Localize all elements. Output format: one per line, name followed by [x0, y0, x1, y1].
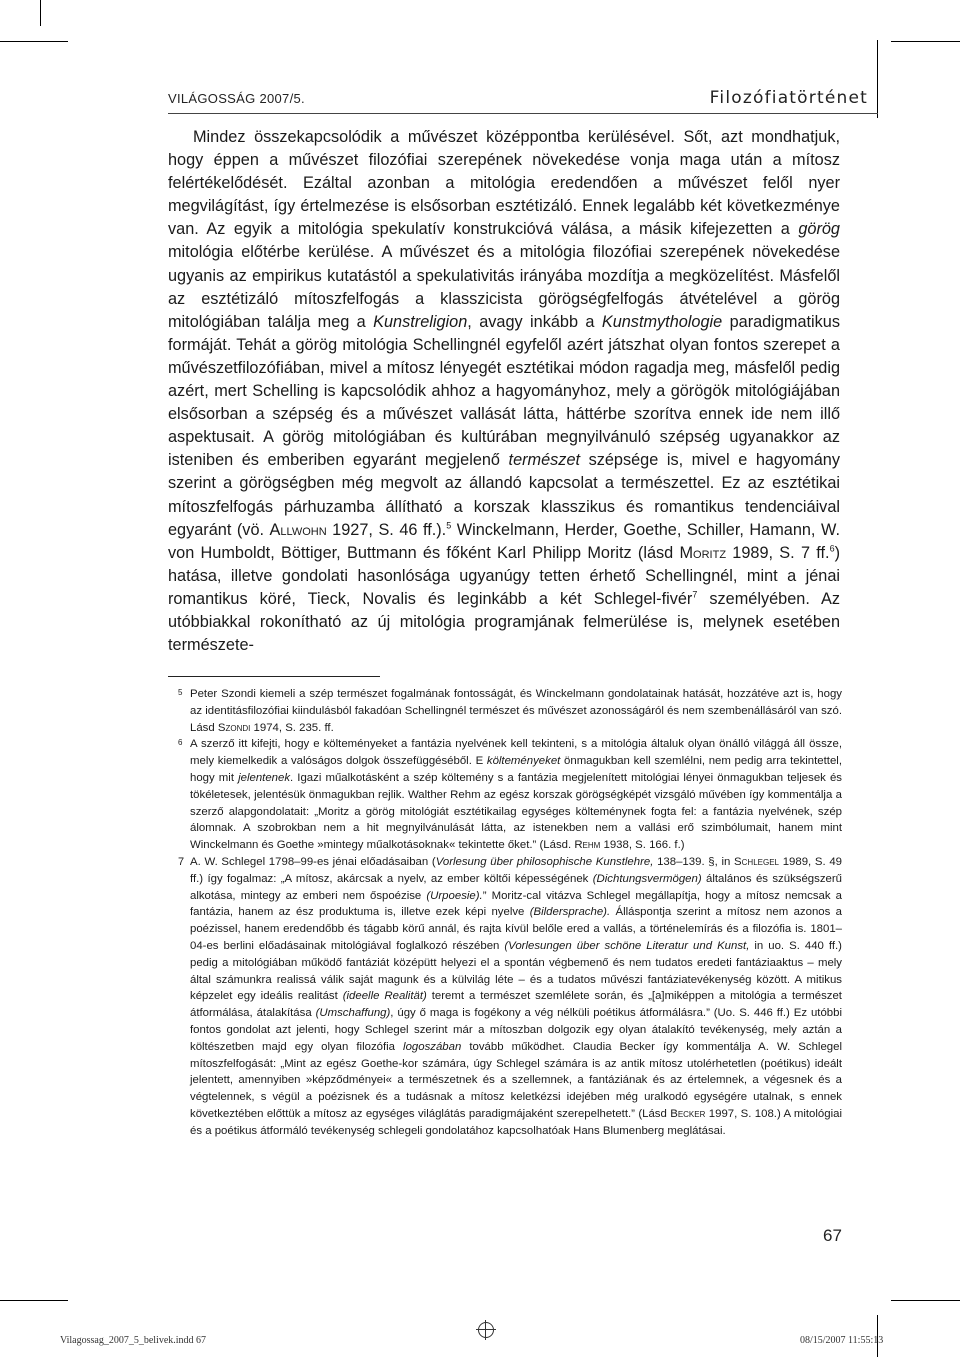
crop-mark: [891, 1300, 960, 1301]
author-citation: Szondi: [217, 721, 251, 734]
text-run: . Igazi műalkotásként a szép költemény s a fantázia megjelenített mitológiai lényei önmagukban teljesek és tökéletesek, jelentésük önmagukban rejlik. Walther Rehm az egész korszak görögségképét vizsgáló művében így kommentálja a szerző alapgondolatait: „Moritz a görög mitológiát esztétikailag egységes költeménynek fogta fel: a fantázia nyelvének, szép álomnak. A szobrokban nem a hit megnyilvánulását látta, az istenekben nem a vallási erő szimbólumait, hanem mint Winckelmann és Goethe »mintegy műalkotásoknak« tekintette őket.” (Lásd.: [190, 771, 842, 852]
page-number: 67: [823, 1226, 842, 1245]
crop-mark: [877, 40, 878, 118]
italic-run: jelentenek: [238, 771, 291, 784]
header-rule: [168, 113, 878, 114]
text-run: 1997, S. 108.) A mitológiai és a poétikus átformáló tevékenység schlegeli gondolatához kapcsolhatóak Hans Blumenberg meglátásai.: [190, 1107, 842, 1137]
text-run: személyében. Az utóbbiakkal rokonítható az új mitológia programjának felmerülése is, melynek esetében természete-: [168, 589, 840, 655]
footnote-ref[interactable]: 5: [446, 520, 452, 531]
text-run: 1938, S. 166. f.): [600, 839, 685, 852]
text-run: , úgy ő maga is fogékony a vég nélküli poétikus átformálásra.” (Uo. S. 446 ff.) Ez utóbbi fontos gondolat azt jelenti, hogy Schlegel szerint már a mítoszban dolgozik egy olyan átalakító tevékenység, mely aztán a költészetben majd egy olyan filozófia: [190, 1007, 842, 1053]
main-text: [168, 126, 840, 657]
footnote-7: [178, 854, 843, 1140]
text-run: ” Moritz-cal vitázva Schlegel megállapítja, hogy a mítosz nemcsak a fantázia, hanem az ész produktuma is, illetve ezek képi nyelve: [190, 889, 842, 919]
text-run: szépsége is, mivel e hagyomány szerint a görögségben még megvolt az állandó kapcsolat a természettel. Ez az esztétikai mítoszfelfogás párhuzamba állítható a korszak klasszikus és romantikus tendenciáival egyaránt (vö.: [168, 451, 840, 539]
footnote-number: 6: [178, 738, 183, 748]
journal-header: VILÁGOSSÁG 2007/5.: [168, 91, 305, 106]
footnote-number: 5: [178, 688, 183, 697]
text-run: tovább működhet. Claudia Becker így kommentálja A. W. Schlegel mítoszfelfogását: „Mint az egész Goethe-kor számára, úgy Schlegel számára is az antik mítosz utolérhetetlen (poétikus) ideált jelentett, amennyiben »képződményei« a természetnek és a szellemnek, a fantáziának és az értelemnek, a végesnek és a végtelennek, s végül a poézisnek és a tudásnak a mítosz keletkézsi idejében még uralkodó egységére utalnak, s ennek következtében előttük a mítosz az egységes világlátás paradigmájaként szerepelhetett.” (Lásd: [190, 1040, 842, 1120]
author-citation: Schlegel: [734, 855, 779, 868]
italic-run: (Urpoesie).: [426, 889, 483, 902]
text-run: 1989, S. 49 ff.) így fogalmaz: „A mítosz, akárcsak a nyelv, az ember költői képességének: [190, 855, 843, 885]
section-header: Filozófiatörténet: [709, 88, 868, 108]
text-run: önmagukban kell szemlélni, nem pedig arra tekintettel, hogy mit: [190, 755, 842, 784]
text-run: ) hatása, illetve gondolati hasonlósága ugyanúgy tetten érhető Schellingnél, mint a jénai romantikus köré, Tieck, Novalis és leginkább a két Schlegel-fivér: [168, 543, 840, 608]
author-citation: Allwohn: [269, 520, 327, 539]
crop-mark: [40, 0, 41, 26]
text-run: Peter Szondi kiemeli a szép természet fogalmának fontosságát, és Winckelmann gondolatainak hatását, hozzátéve azt is, hogy az identitásfilozófiai kiindulásból fakadóan Schellingnél természet és művészet azonosságáról és nem szembenállásáról van szó. Lásd: [190, 688, 842, 734]
italic-run: (Bildersprache).: [529, 906, 611, 919]
italic-run: (Umschaffung): [315, 1007, 391, 1020]
italic-run: (Dichtungsvermögen): [592, 872, 702, 885]
registration-mark-icon: [478, 1322, 494, 1338]
italic-run: Vorlesung über philosophische Kunstlehre,: [435, 855, 654, 868]
text-run: Mindez összekapcsolódik a művészet középpontba kerülésével. Sőt, azt mondhatjuk, hogy éppen a művészet filozófiai szerepének növekedése vonja maga után a mítosz felértékelődését. Ezáltal azonban a mitológia eredendően a művészet felől nyer megvilágítást, így értelmezése is elsősorban esztétizáló. Ennek legalább két következménye van. Az egyik a mitológia spekulatív konstrukcióvá válása, a másik kifejezetten a: [168, 128, 840, 239]
italic-run: (ideelle Realität): [342, 990, 427, 1003]
author-citation: Becker: [670, 1107, 706, 1120]
text-run: mitológia előtérbe kerülése. A művészet és a mitológia filozófiai szerepének növekedése ugyanis az empirikus kutatástól a spekulativitás irányába mozdítja a megközelítést. Másfelől az esztétizáló mítoszfelfogás a klasszicista görögségfelfogás átvételével a görög mitológiában találja meg a: [168, 243, 840, 331]
footnote-5: [178, 686, 842, 736]
print-slug-date: 08/15/2007 11:55:13: [800, 1335, 884, 1346]
text-run: 1927, S. 46 ff.).: [326, 520, 447, 539]
footnote-rule: [168, 676, 380, 677]
text-run: 138–139. §, in: [653, 855, 735, 868]
text-run: Álláspontja szerint a mítosz nem azonos a poézissel, hanem eredendőbb és tágabb körű annál, és rajta kívül belőle ered a vallás, a történelemírás és a filozófia is. 1801–04-es berlini előadásainak mitológiával foglalkozó részében: [190, 906, 842, 952]
author-citation: Moritz: [679, 543, 727, 562]
print-slug-file: Vilagossag_2007_5_belivek.indd 67: [60, 1335, 207, 1346]
text-run: in uo. S. 440 ff.) pedig a mitológiában működő fantáziát középütt helyezi el a spontán végbemenő és nem tudatos eredeti fantáziaaktus – mely által számunkra realissá válik saját magunk és a külvilág léte – és a tudatos művészi fantáziatevékenység között. A mitikus képzelet egy ideális realitást: [190, 939, 842, 1003]
text-run: A. W. Schlegel 1798–99-es jénai előadásaiban (: [190, 855, 436, 868]
text-run: Winckelmann, Herder, Goethe, Schiller, Hamann, W. von Humboldt, Böttiger, Buttmann és főként Karl Philipp Moritz (lásd: [168, 520, 840, 562]
italic-run: természet: [508, 451, 581, 470]
text-run: A szerző itt kifejti, hogy e költeményeket a fantázia nyelvének kell tekinteni, s a mitológia általuk olyan önálló világgá áll össze, mely kiemelkedik a valóságos dolgok összefüggéséből. E: [190, 738, 842, 768]
text-run: , avagy inkább a: [467, 312, 602, 331]
text-run: 1989, S. 7 ff.: [726, 543, 830, 562]
author-citation: Rehm: [574, 839, 601, 852]
footnote-ref[interactable]: 7: [692, 589, 698, 600]
footnote-ref[interactable]: 6: [829, 543, 835, 554]
crop-mark: [0, 1300, 68, 1301]
italic-run: Kunstreligion: [373, 312, 468, 331]
crop-mark: [0, 41, 68, 42]
text-run: általános és szükségszerű alkotása, mintegy az emberi nem őspoézise: [190, 872, 842, 902]
italic-run: költeményeket: [486, 755, 561, 768]
italic-run: görög: [798, 220, 840, 239]
footnote-number: 7: [178, 855, 185, 868]
italic-run: (Vorlesungen über schöne Literatur und Kunst,: [504, 939, 750, 952]
text-run: paradigmatikus formáját. Tehát a görög mitológia Schellingnél egyfelől azért játszhat olyan fontos szerepet a művészetfilozófiában, mivel a mítosz lényegét esztétikai módon ragadja meg, másfelől pedig azért, mert Schelling is kapcsolódik ahhoz a hagyományhoz, mely a görögök mitológiájában elsősorban a szépség és a művészet vallását látta, háttérbe szorítva ennek ide nem illő aspektusait. A görög mitológiában és kultúrában megnyilvánuló szépség ugyanakkor az isteniben és emberiben egyaránt megjelenő: [168, 312, 840, 470]
text-run: teremt a természet szemlélete során, és „[a]miképpen a mitológia a természet átformálása, átalakítása: [190, 990, 842, 1020]
italic-run: Kunstmythologie: [601, 312, 723, 331]
italic-run: logoszában: [403, 1040, 462, 1053]
footnotes: [178, 686, 843, 1140]
crop-mark: [891, 41, 960, 42]
paragraph: [168, 126, 840, 657]
text-run: 1974, S. 235. ff.: [250, 721, 334, 734]
footnote-6: [178, 736, 842, 854]
